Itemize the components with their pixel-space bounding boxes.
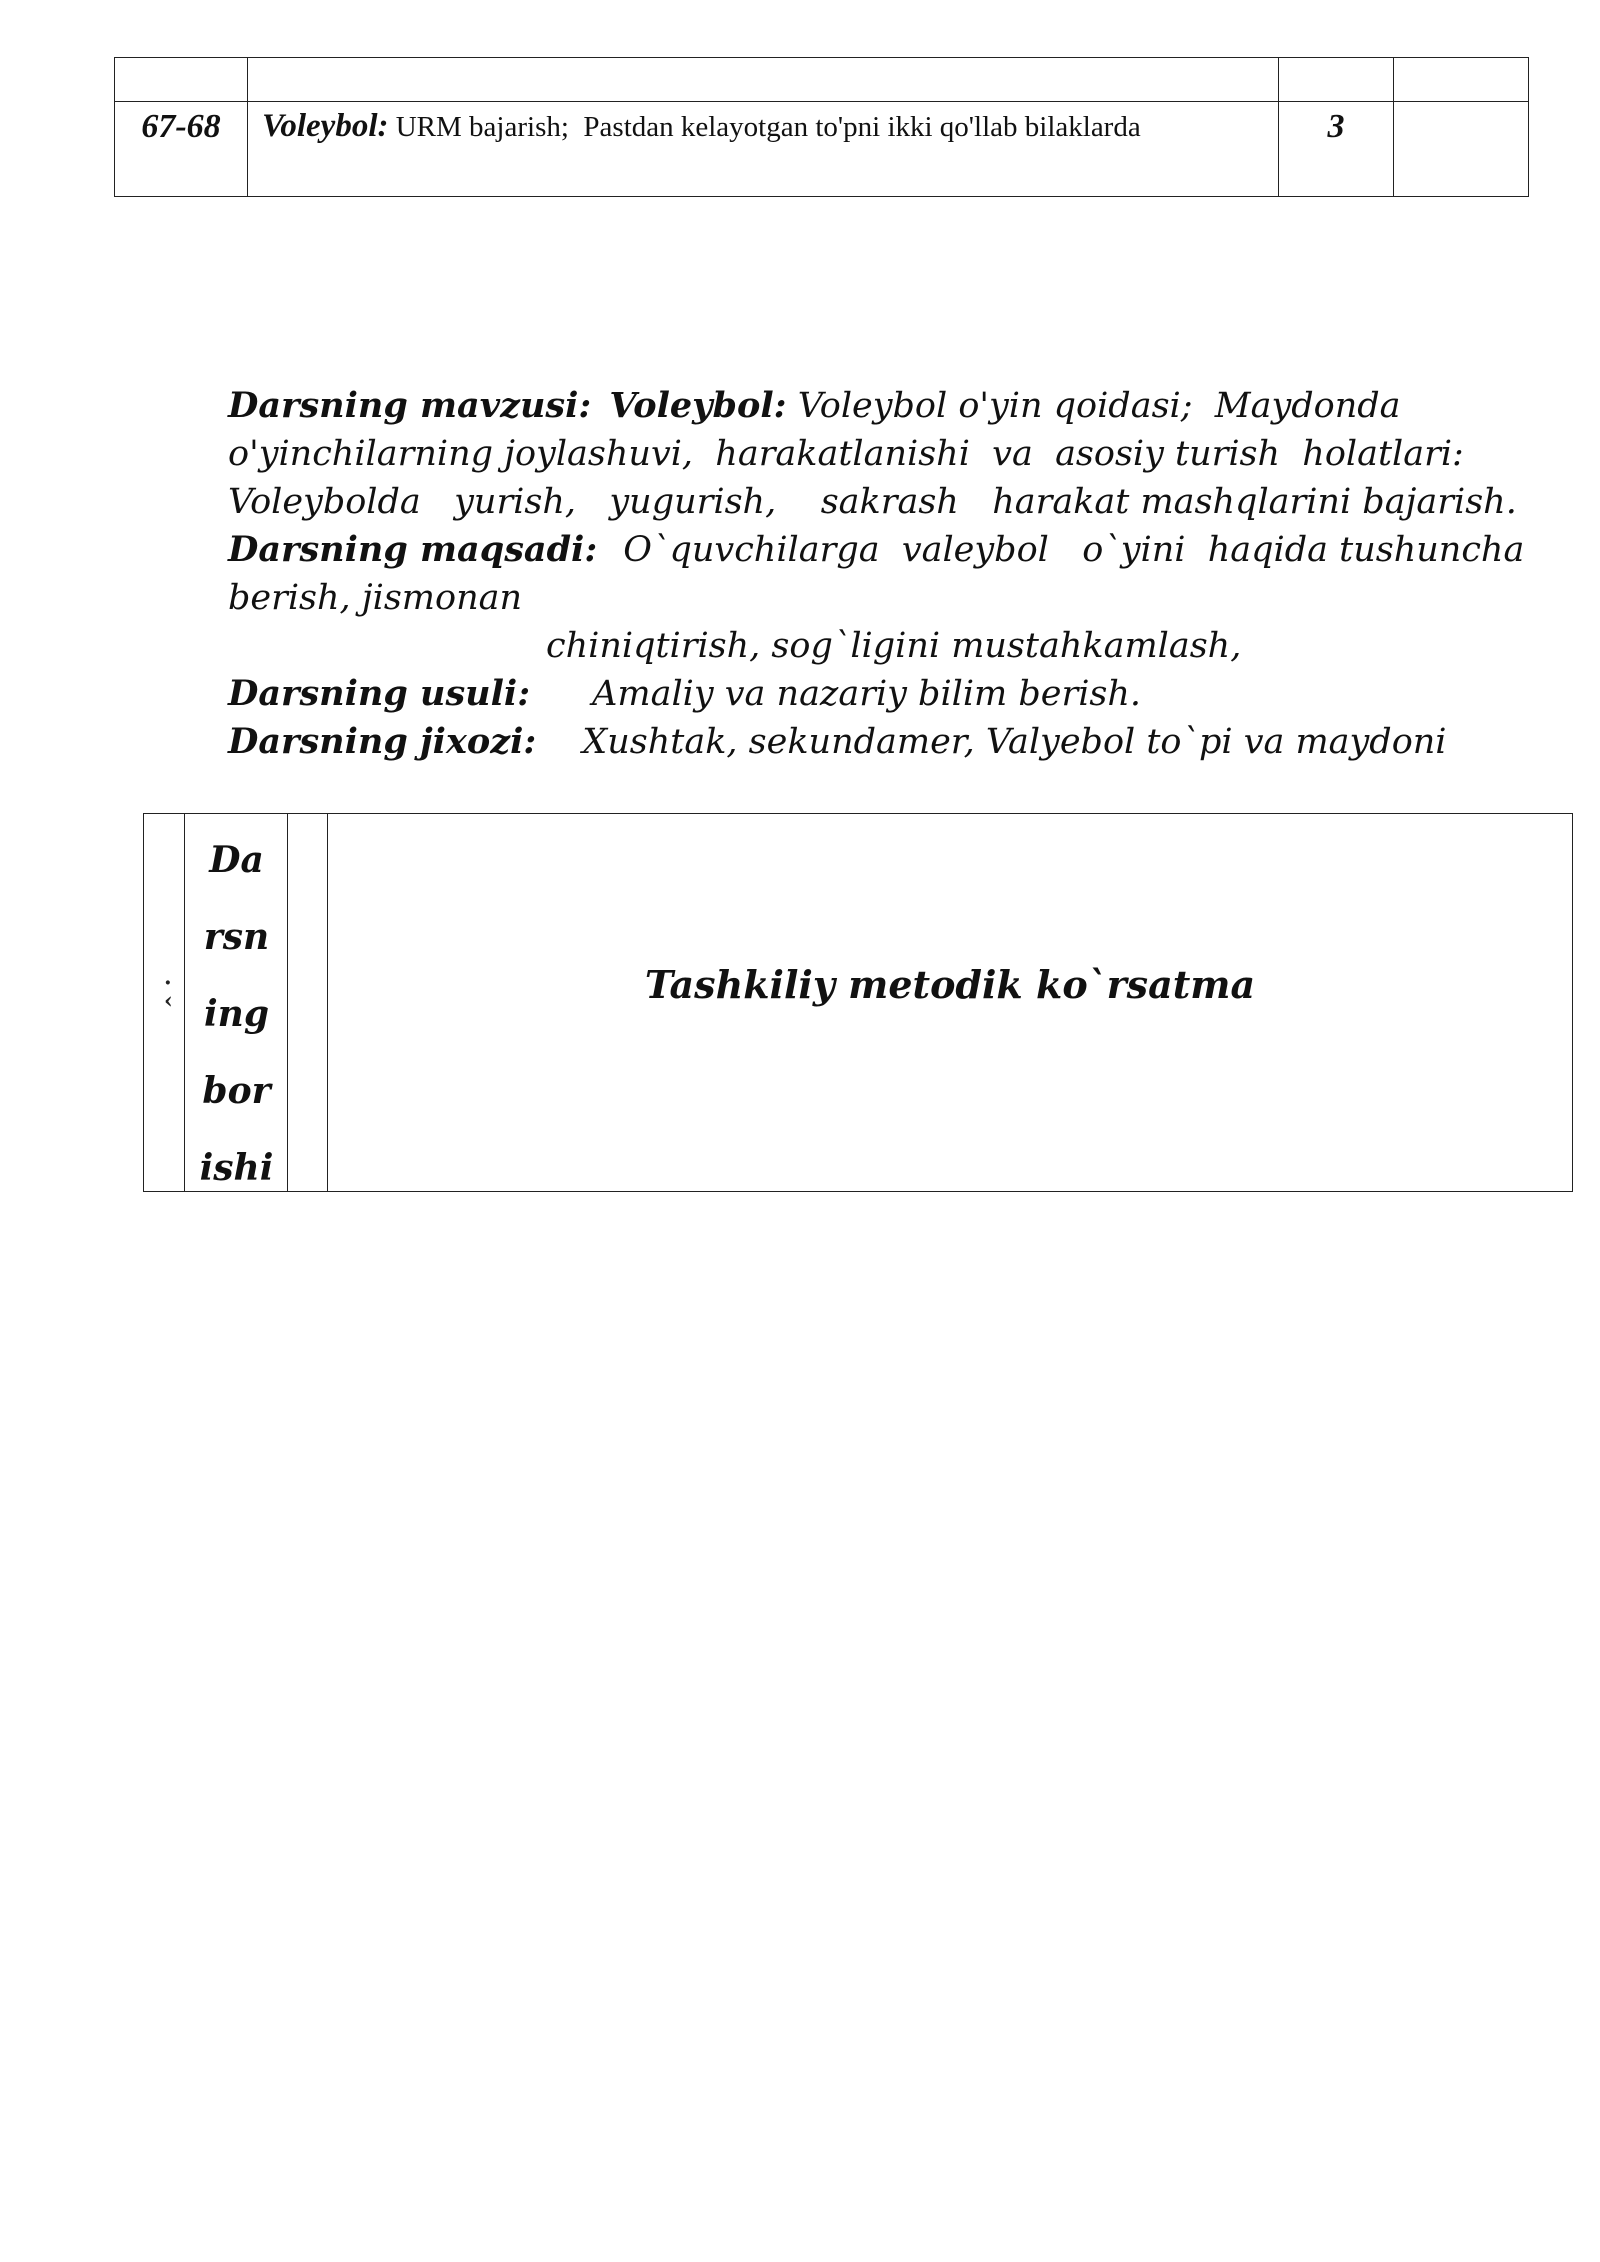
equipment-text: Xushtak, sekundamer, Valyebol to`pi va maydoni xyxy=(582,722,1447,762)
equipment-label: Darsning jixozi: xyxy=(228,721,537,762)
row-topic-text: URM bajarish; Pastdan kelayotgan to'pni ikki qo'llab bilaklarda xyxy=(388,111,1141,143)
method-line xyxy=(228,670,1458,718)
goal-label: Darsning maqsadi: xyxy=(228,529,598,570)
topic-line-1 xyxy=(228,382,1458,430)
lesson-info xyxy=(228,382,1525,766)
table-row xyxy=(115,102,1529,197)
number-column xyxy=(144,814,185,1191)
header-cell-number xyxy=(115,58,248,102)
lesson-flow-label-part: bor xyxy=(202,1070,271,1112)
row-number-cell xyxy=(115,102,248,197)
row-number: 67-68 xyxy=(141,108,221,145)
lesson-flow-label-part: Da xyxy=(209,839,264,881)
methodical-column xyxy=(328,814,1572,1191)
lesson-flow-label-part: ishi xyxy=(199,1147,274,1189)
narrow-column xyxy=(288,814,328,1191)
topic-text-1: Voleybol o'yin qoidasi; Maydonda xyxy=(797,386,1401,426)
row-hours-cell xyxy=(1279,102,1394,197)
row-topic-cell xyxy=(248,102,1279,197)
topic-heading: Voleybol: xyxy=(609,385,787,426)
row-hours: 3 xyxy=(1327,108,1345,145)
lesson-flow-label xyxy=(185,822,288,1207)
methodical-title: Tashkiliy metodik ko`rsatma xyxy=(644,962,1256,1007)
goal-text-1: O`quvchilarga valeybol o`yini haqida tushuncha xyxy=(623,530,1525,570)
goal-line-1 xyxy=(228,526,1525,574)
goal-line-2: berish, jismonan xyxy=(228,578,523,618)
lesson-flow-table xyxy=(143,813,1573,1192)
row-extra-cell xyxy=(1394,102,1529,197)
lesson-flow-column xyxy=(185,814,288,1191)
lesson-flow-label-part: rsn xyxy=(203,916,270,958)
header-cell-extra xyxy=(1394,58,1529,102)
equipment-line xyxy=(228,718,1458,766)
table-header-row xyxy=(115,58,1529,102)
goal-line-3: chiniqtirish, sog`ligini mustahkamlash, xyxy=(546,626,1242,666)
lesson-flow-label-part: ing xyxy=(203,993,270,1035)
row-topic-heading: Voleybol: xyxy=(262,108,389,144)
column-marker: · ‹ xyxy=(164,970,173,1014)
topic-label: Darsning mavzusi: xyxy=(228,385,592,426)
header-cell-topic xyxy=(248,58,1279,102)
lesson-plan-table xyxy=(114,57,1529,197)
header-cell-hours xyxy=(1279,58,1394,102)
topic-line-3: Voleybolda yurish, yugurish, sakrash harakat mashqlarini bajarish. xyxy=(228,482,1517,522)
method-label: Darsning usuli: xyxy=(228,673,531,714)
topic-line-2: o'yinchilarning joylashuvi, harakatlanishi va asosiy turish holatlari: xyxy=(228,434,1464,474)
method-text: Amaliy va nazariy bilim berish. xyxy=(592,674,1142,714)
